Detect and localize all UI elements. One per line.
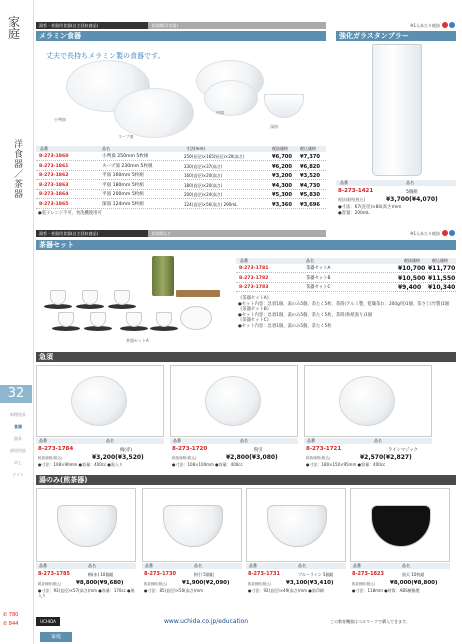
price-label: 税抜価格(税込) xyxy=(38,456,63,460)
product-name: 黒天 10枚組 xyxy=(402,572,425,577)
teacup-image xyxy=(114,290,130,305)
price: ¥3,700(¥4,070) xyxy=(386,196,438,203)
table-row: 8-273-1782 茶器セットB ¥10,500 ¥11,550 xyxy=(236,275,456,283)
footer-bellmark-note: この教育機器はベルマークで購入できます。 xyxy=(330,619,410,624)
tea-canister-image xyxy=(152,256,174,296)
status-icon xyxy=(442,22,448,28)
product-name: 5個組 xyxy=(406,190,418,195)
image-label: 茶器セットA xyxy=(126,338,149,343)
price-label: 税抜価格(税込) xyxy=(248,582,271,586)
table-header: 品番 品名 xyxy=(36,563,136,569)
teacup-image xyxy=(58,312,74,327)
tea-set-notes: 《茶器セットA》 ●セット内容：急須1個、湯のみ5個、茶たく5枚、茶筒(アルミ製、乾燥茶れ：200g用)1個、茶さじ(竹製)1個 《茶器セットB》 ●セット内容：急須1個、湯のみ5個、茶たく5枚、茶筒(和紙張り)1個 《茶器セットC》 ●セット内容：急須1個、湯のみ5個、茶たく5枚 xyxy=(238,296,450,329)
product-note: ●寸法：108×90mm ●容量：400cc ●黒入り xyxy=(38,462,123,467)
sidebar xyxy=(0,0,34,644)
price-label: 税抜価格(税込) xyxy=(144,582,167,586)
price-label: 税抜価格(税込) xyxy=(306,456,331,460)
glass-tumbler-image xyxy=(372,44,422,176)
teapot-image xyxy=(339,376,395,426)
product-image-box xyxy=(36,488,136,562)
product-note: ●寸法：93(直径)×57(高さ)mm ●容量：170cc ●黒入り xyxy=(38,588,135,598)
table-header: 品番 品名 寸法(mm) 税抜価格 税込価格 xyxy=(36,146,326,152)
price: ¥2,800(¥3,080) xyxy=(226,454,278,461)
category-band: 湯呑・茶器用食器(自主回収商品) xyxy=(36,22,148,29)
teapot-image xyxy=(71,376,127,426)
table-header: 品番 品名 xyxy=(36,438,164,444)
price-label: 税抜価格(税込) xyxy=(352,582,375,586)
category-band: 湯呑・茶器用食器(自主回収商品) xyxy=(36,230,148,237)
table-row: 8-273-1860 小判皿 250mm 5枚組 250(長径)×165(短径)×20(高さ) ¥6,700 ¥7,370 xyxy=(36,153,326,161)
teacup-image xyxy=(163,505,223,547)
image-label: 深皿 xyxy=(270,124,278,129)
side-menu-item[interactable]: 卓上 xyxy=(14,460,22,465)
price: ¥2,570(¥2,827) xyxy=(360,454,412,461)
table-row: 8-273-1864 平皿 200mm 5枚組 200(直径)×24(高さ) ¥5,300 ¥5,830 xyxy=(36,191,326,199)
teacup-image xyxy=(57,505,117,547)
product-image-box xyxy=(304,365,432,437)
teacup-image xyxy=(126,312,142,327)
category-band-right: 食器類(洋食器) xyxy=(148,22,326,29)
product-code: 8-273-1784 xyxy=(38,446,74,452)
teacup-image xyxy=(90,312,106,327)
footer-url[interactable]: www.uchida.co.jp/education xyxy=(164,618,249,625)
section-header-teacup: 湯のみ(煎茶器) xyxy=(36,475,456,485)
side-menu-item[interactable]: 料理道具 xyxy=(10,412,26,417)
table-header: 品番 品名 xyxy=(336,180,456,186)
table-row: 8-273-1863 平皿 180mm 5枚組 180(直径)×20(高さ) ¥4,300 ¥4,730 xyxy=(36,182,326,190)
teapot-image xyxy=(205,376,261,426)
table-header: 品番 品名 xyxy=(350,563,450,569)
product-image-box xyxy=(142,488,242,562)
product-code: 8-273-1421 xyxy=(338,188,374,194)
product-name: ラインマジック xyxy=(388,448,418,453)
price: ¥8,000(¥8,800) xyxy=(390,580,438,586)
product-name: ブルーライン 5個組 xyxy=(298,572,334,577)
teacup-image xyxy=(156,312,172,327)
image-label: スープ皿 xyxy=(118,134,134,139)
saucer-image xyxy=(371,505,431,547)
price-label: 税抜価格(税込) xyxy=(38,582,61,586)
image-label: 中皿 xyxy=(216,110,224,115)
teacup-image xyxy=(82,290,98,305)
melamine-note: ●電子レンジ不可、食洗機使用可 xyxy=(38,211,102,216)
table-row: 8-273-1861 スープ皿 230mm 5枚組 230(直径)×37(高さ) ¥6,200 ¥6,820 xyxy=(36,163,326,171)
footer-section: 家庭 xyxy=(40,632,72,642)
status-icon xyxy=(442,230,448,236)
table-row: 8-273-1862 平皿 160mm 5枚組 160(直径)×20(高さ) ¥3,200 ¥3,520 xyxy=(36,172,326,180)
soup-plate-image xyxy=(114,88,194,138)
section-header-tea-set: 茶器セット xyxy=(36,240,456,250)
teapot-image xyxy=(180,306,212,330)
price: ¥1,900(¥2,090) xyxy=(182,580,230,586)
product-note: ●寸法：118mm ●材質：ABS樹脂製 xyxy=(352,588,420,593)
product-image-box xyxy=(36,365,164,437)
product-name: 梅(赤) 10個組 xyxy=(88,572,114,577)
product-note: ●寸法：108×100mm ●容量：400cc xyxy=(172,462,243,467)
brand-logo: UCHIDA xyxy=(36,617,60,626)
side-menu-item[interactable]: ソフト xyxy=(12,472,24,477)
deep-bowl-image xyxy=(264,94,304,118)
price: ¥8,800(¥9,680) xyxy=(76,580,124,586)
price: ¥3,200(¥3,520) xyxy=(92,454,144,461)
product-code: 8-273-1730 xyxy=(144,571,176,577)
product-image-box xyxy=(350,488,450,562)
product-code: 8-273-1823 xyxy=(352,571,384,577)
table-header: 品番 品名 xyxy=(142,563,242,569)
table-header: 品番 品名 xyxy=(246,563,346,569)
teacup-image xyxy=(267,505,327,547)
side-menu-item[interactable]: 厨房用品 xyxy=(10,448,26,453)
image-label: 小判皿 xyxy=(54,117,66,122)
product-code: 8-273-1785 xyxy=(38,571,70,577)
section-header-melamine: メラミン食器 xyxy=(36,31,326,41)
product-image-box xyxy=(246,488,346,562)
price-note: ※1入あたり税抜 xyxy=(410,231,440,236)
product-name: 粉引 5個組 xyxy=(194,572,214,577)
product-note: ●寸法：180×150×95mm ●容量：400cc xyxy=(306,462,386,467)
phone-number: ✆ 844 xyxy=(3,621,19,627)
product-code: 8-273-1731 xyxy=(248,571,280,577)
section-header-glass: 強化ガラスタンブラー xyxy=(336,31,456,41)
table-header: 品番 品名 税抜価格 税込価格 xyxy=(236,258,456,264)
product-image-box xyxy=(170,365,298,437)
price-note: ※1入あたり税抜 xyxy=(330,22,456,29)
section-header-teapot: 急須 xyxy=(36,352,456,362)
table-row: 8-273-1783 茶器セットC ¥9,400 ¥10,340 xyxy=(236,284,456,292)
side-menu-item[interactable]: 器具 xyxy=(14,436,22,441)
product-name: 梅(赤) xyxy=(120,448,132,453)
info-icon xyxy=(449,230,455,236)
section-subtitle: 洋食器／茶器 xyxy=(14,140,24,200)
price-label: 税抜価格(税込) xyxy=(172,456,197,460)
table-row: 8-273-1781 茶器セットA ¥10,700 ¥11,770 xyxy=(236,265,456,273)
glass-note: ●容量：200mL xyxy=(338,211,370,216)
info-icon xyxy=(449,22,455,28)
product-note: ●寸法：92(直径)×49(高さ)mm ●黒印刷 xyxy=(248,588,324,593)
product-code: 8-273-1721 xyxy=(306,446,342,452)
phone-number: ✆ 780 xyxy=(3,612,19,618)
side-menu-item[interactable]: 食器 xyxy=(14,424,22,429)
category-band-right: 食器類など xyxy=(148,230,326,237)
product-code: 8-273-1720 xyxy=(172,446,208,452)
tea-scoop-image xyxy=(176,290,220,297)
table-row: 8-273-1865 深皿 124mm 5枚組 124(直径)×56(高さ) 290mL ¥3,360 ¥3,696 xyxy=(36,201,326,209)
table-header: 品番 品名 xyxy=(170,438,298,444)
price-box: 税抜価格(税込) xyxy=(338,197,366,202)
table-header: 品番 品名 xyxy=(304,438,432,444)
product-note: ●寸法：85(直径)×50(高さ)mm xyxy=(144,588,204,593)
product-name: 粉引 xyxy=(254,448,263,453)
teacup-image xyxy=(50,290,66,305)
page-number: 32 xyxy=(0,385,32,403)
melamine-tagline: 丈夫で長持ちメラミン製の食器です。 xyxy=(46,52,165,60)
price: ¥3,100(¥3,410) xyxy=(286,580,334,586)
section-title: 家庭 xyxy=(8,15,21,41)
glass-note: ●寸法：67(直径)×80(高さ)mm xyxy=(338,205,402,210)
mid-plate-image xyxy=(204,80,258,116)
